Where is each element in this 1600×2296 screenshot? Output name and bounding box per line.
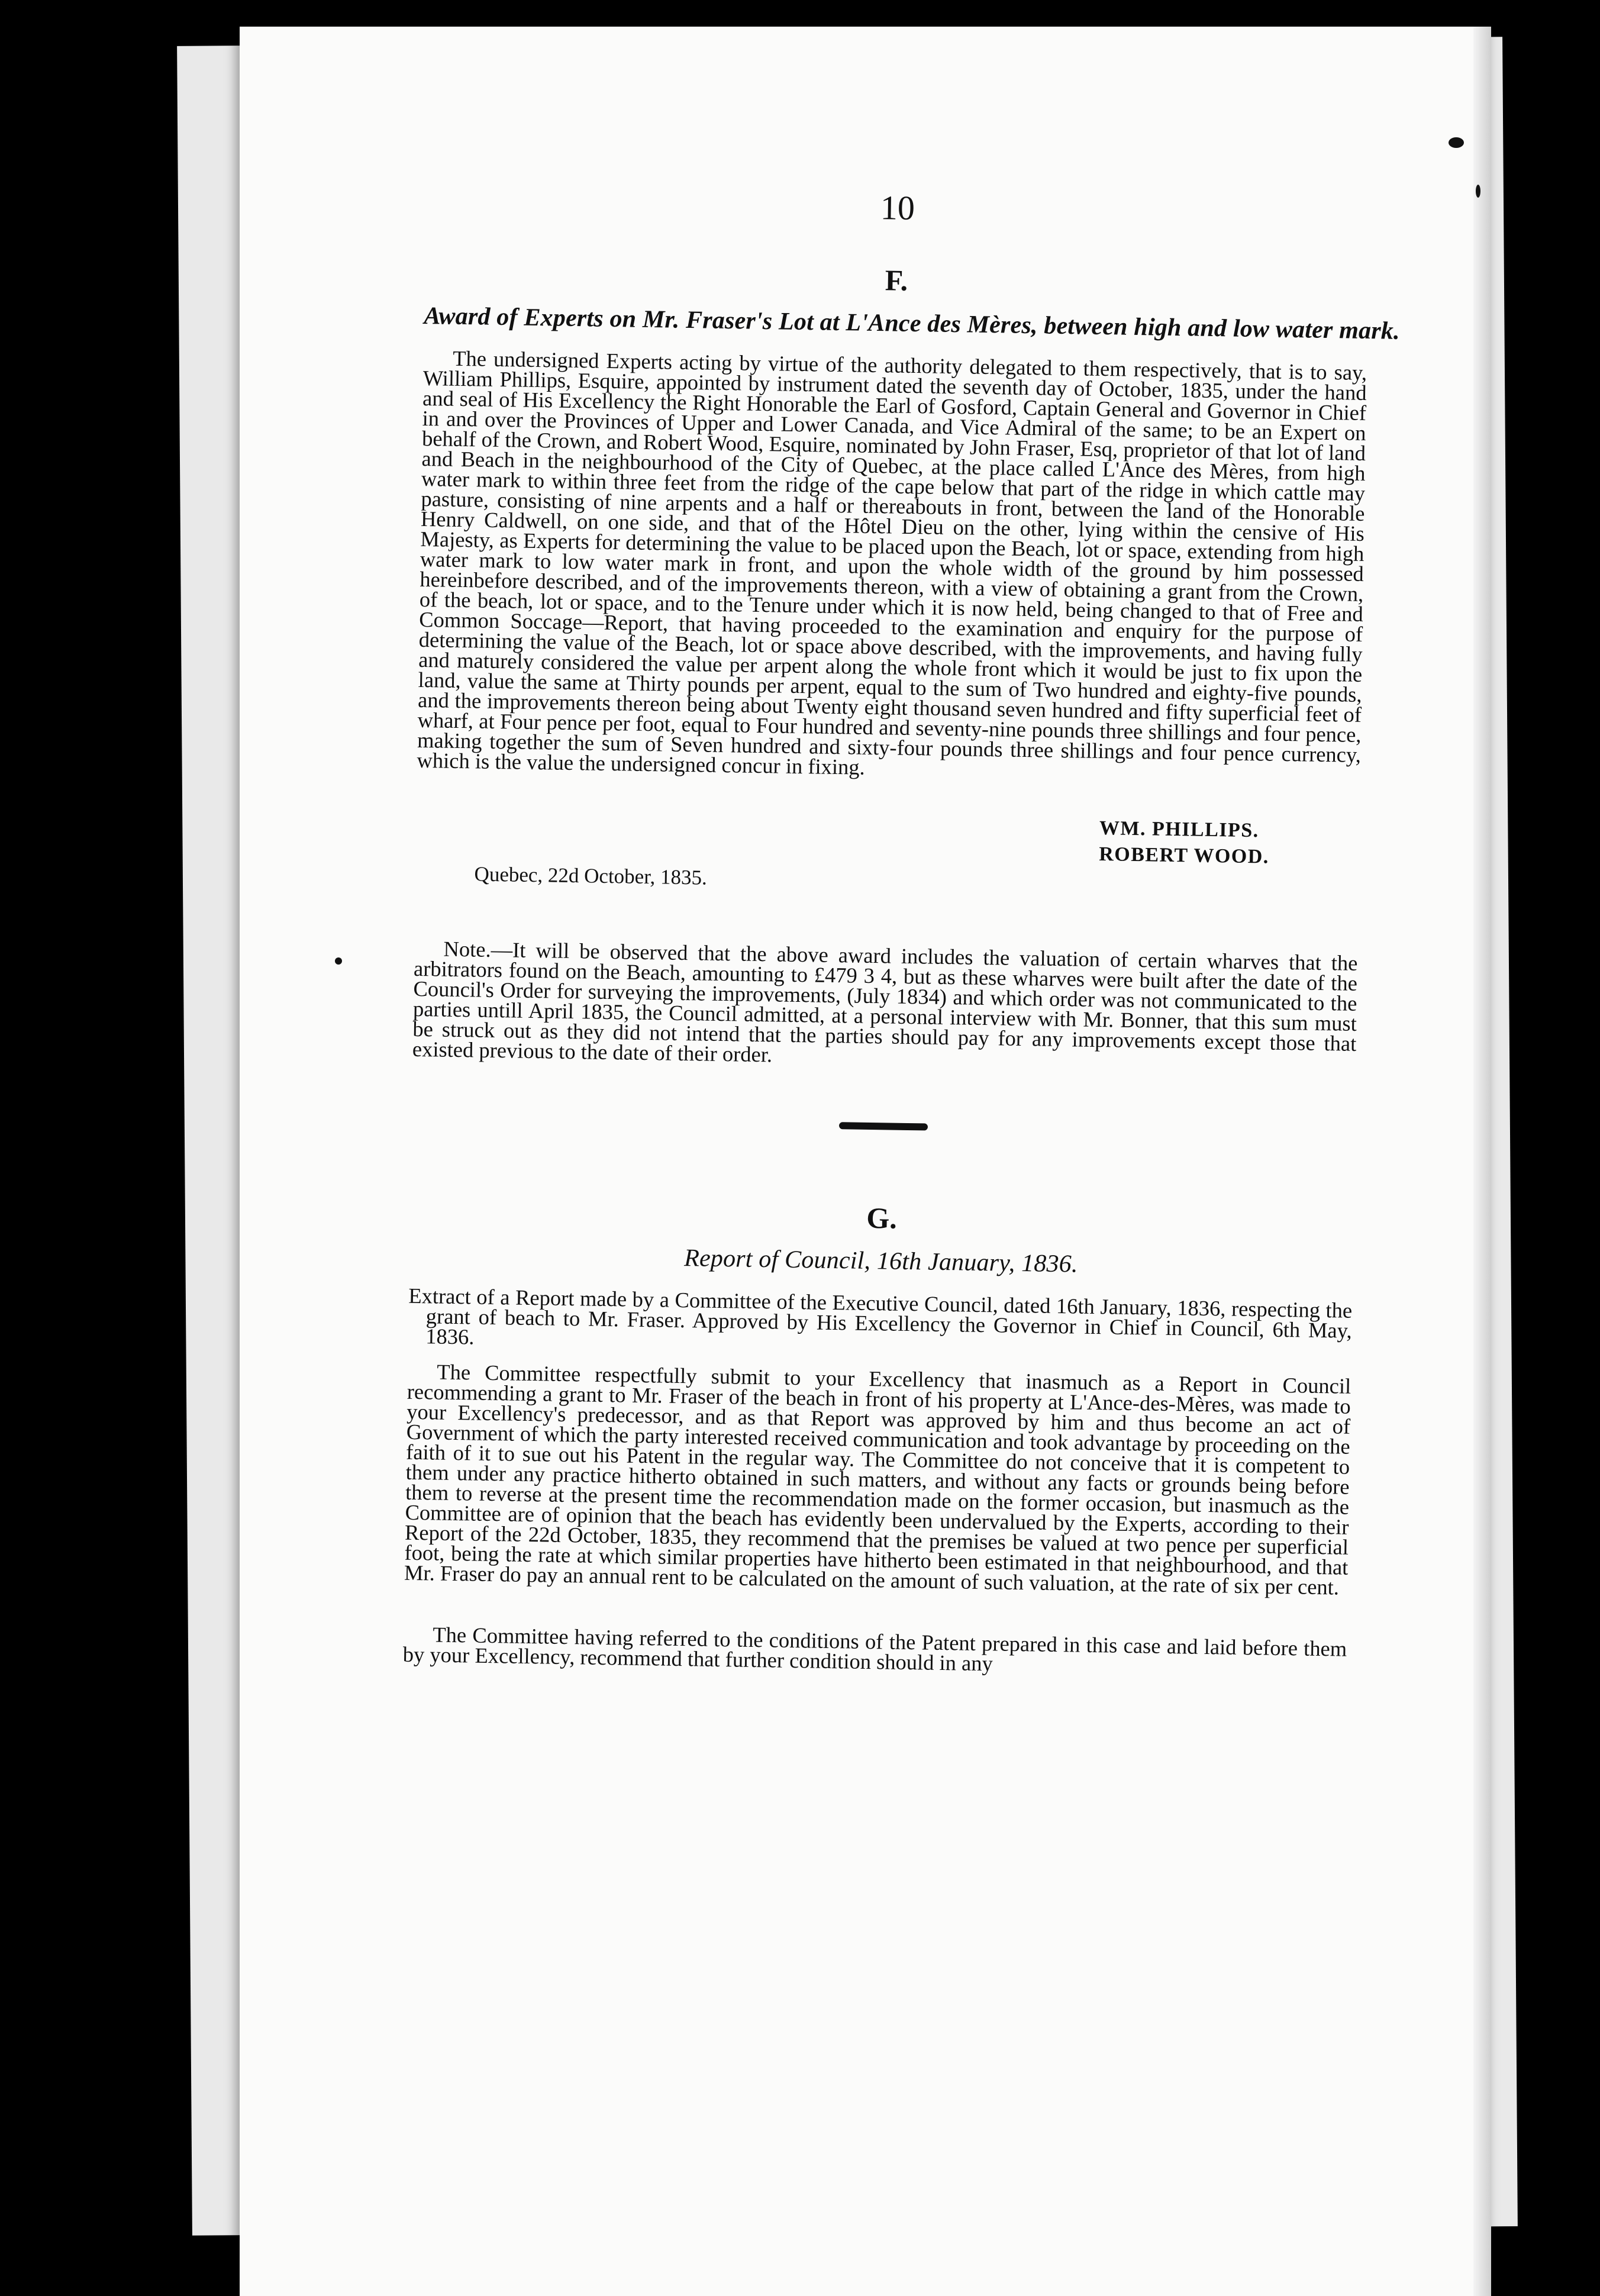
page-fold-edge <box>1473 27 1491 2296</box>
extract-paragraph: Extract of a Report made by a Committee of the Executive Council, dated 16th January, 1836, respecting the grant of beach to Mr. Fraser. Approved by His Excellency the Governor in Chief in Council, 6th May, 1836. <box>408 1283 1353 1349</box>
signer-phillips: WM. PHILLIPS. <box>1099 817 1260 842</box>
scan-speck <box>1449 137 1464 148</box>
signer-wood: ROBERT WOOD. <box>1098 843 1270 868</box>
scan-speck <box>335 957 342 965</box>
committee-paragraph-2: The Committee having referred to the conditions of the Patent prepared in this case and laid before them by your Excellency, recommend that further condition should in any <box>402 1622 1347 1676</box>
section-letter-f: F. <box>885 263 908 297</box>
section-letter-g: G. <box>866 1201 898 1235</box>
section-g-heading: Report of Council, 16th January, 1836. <box>683 1244 1079 1278</box>
page-content <box>402 180 1401 1679</box>
page-number: 10 <box>880 188 915 227</box>
section-divider <box>838 1122 927 1130</box>
section-f-heading: Award of Experts on Mr. Fraser's Lot at L'Ance des Mères, between high and low water mark. <box>424 302 1401 345</box>
signature-block <box>1099 815 1312 871</box>
award-paragraph: The undersigned Experts acting by virtue of the authority delegated to them respectively, that is to say, William Phillips, Esquire, appointed by instrument dated the seventh day of October, 1835, under the hand and seal of His Excellency the Right Honorable the Earl of Gosford, Captain General and Governor in Chief in and over the Provinces of Upper and Lower Canada, and Vice Admiral of the same; to be an Expert on behalf of the Crown, and Robert Wood, Esquire, nominated by John Fraser, Esq, proprietor of that lot of land and Beach in the neighbourhood of the City of Quebec, at the place called L'Ance des Mères, from high water mark to within three feet from the ridge of the cape below that part of the ridge in which cattle may pasture, consisting of nine arpents and a half or thereabouts in front, between the land of the Honorable Henry Caldwell, on one side, and that of the Hôtel Dieu on the other, lying within the censive of His Majesty, as Experts for determining the value to be placed upon the Beach, lot or space, extending from high water mark to low water mark in front, and upon the whole width of the ground by him possessed hereinbefore described, and of the improvements thereon, with a view of obtaining a grant from the Crown, of the beach, lot or space, and to the Tenure under which it is now held, being changed to that of Free and Common Soccage—Report, that having proceeded to the examination and enquiry for the purpose of determining the value of the Beach, lot or space above described, with the improvements, and having fully and maturely considered the value per arpent along the whole front which it would be just to fix upon the land, value the same at Thirty pounds per arpent, equal to the sum of Two hundred and eighty-five pounds, and the improvements thereon being about Twenty eight thousand seven hundred and fifty superficial feet of wharf, at Four pence per foot, equal to Four hundred and seventy-nine pounds three shillings and four pence, making together the sum of Seven hundred and sixty-four pounds three shillings and four pence currency, which is the value the undersigned concur in fixing. <box>417 346 1367 779</box>
scan-speck <box>1476 185 1480 198</box>
award-dateline: Quebec, 22d October, 1835. <box>474 862 708 889</box>
note-paragraph: Note.—It will be observed that the above award includes the valuation of certain wharves that the arbitrators found on the Beach, amounting to £479 3 4, but as these wharves were built after the date of the Council's Order for surveying the improvements, (July 1834) and which order was not communicated to the parties untill April 1835, the Council admitted, at a personal interview with Mr. Bonner, that this sum must be struck out as they did not intend that the parties should pay for any improvements except those that existed previous to the date of their order. <box>412 936 1358 1067</box>
document-page <box>240 27 1491 2296</box>
committee-paragraph-1: The Committee respectfully submit to your Excellency that inasmuch as a Report in Council recommending a grant to Mr. Fraser of the beach in front of his property at L'Ance-des-Mères, was made to your Excellency's predecessor, and as that Report was approved by him and thus become an act of Government of which the party interested received communication and took advantage by proceeding on the faith of it to sue out his Patent in the regular way. The Committee do not conceive that it is competent to them under any practice hitherto obtained in such matters, and without any facts or grounds being before them to reverse at the present time the recommendation made on the former occasion, but inasmuch as the Committee are of opinion that the beach has evidently been undervalued by the Experts, according to their Report of the 22d October, 1835, they recommend that the premises be valued at two pence per superficial foot, being the rate at which similar properties have hitherto been estimated in that neighbourhood, and that Mr. Fraser do pay an annual rent to be calculated on the amount of such valuation, at the rate of six per cent. <box>404 1359 1351 1600</box>
